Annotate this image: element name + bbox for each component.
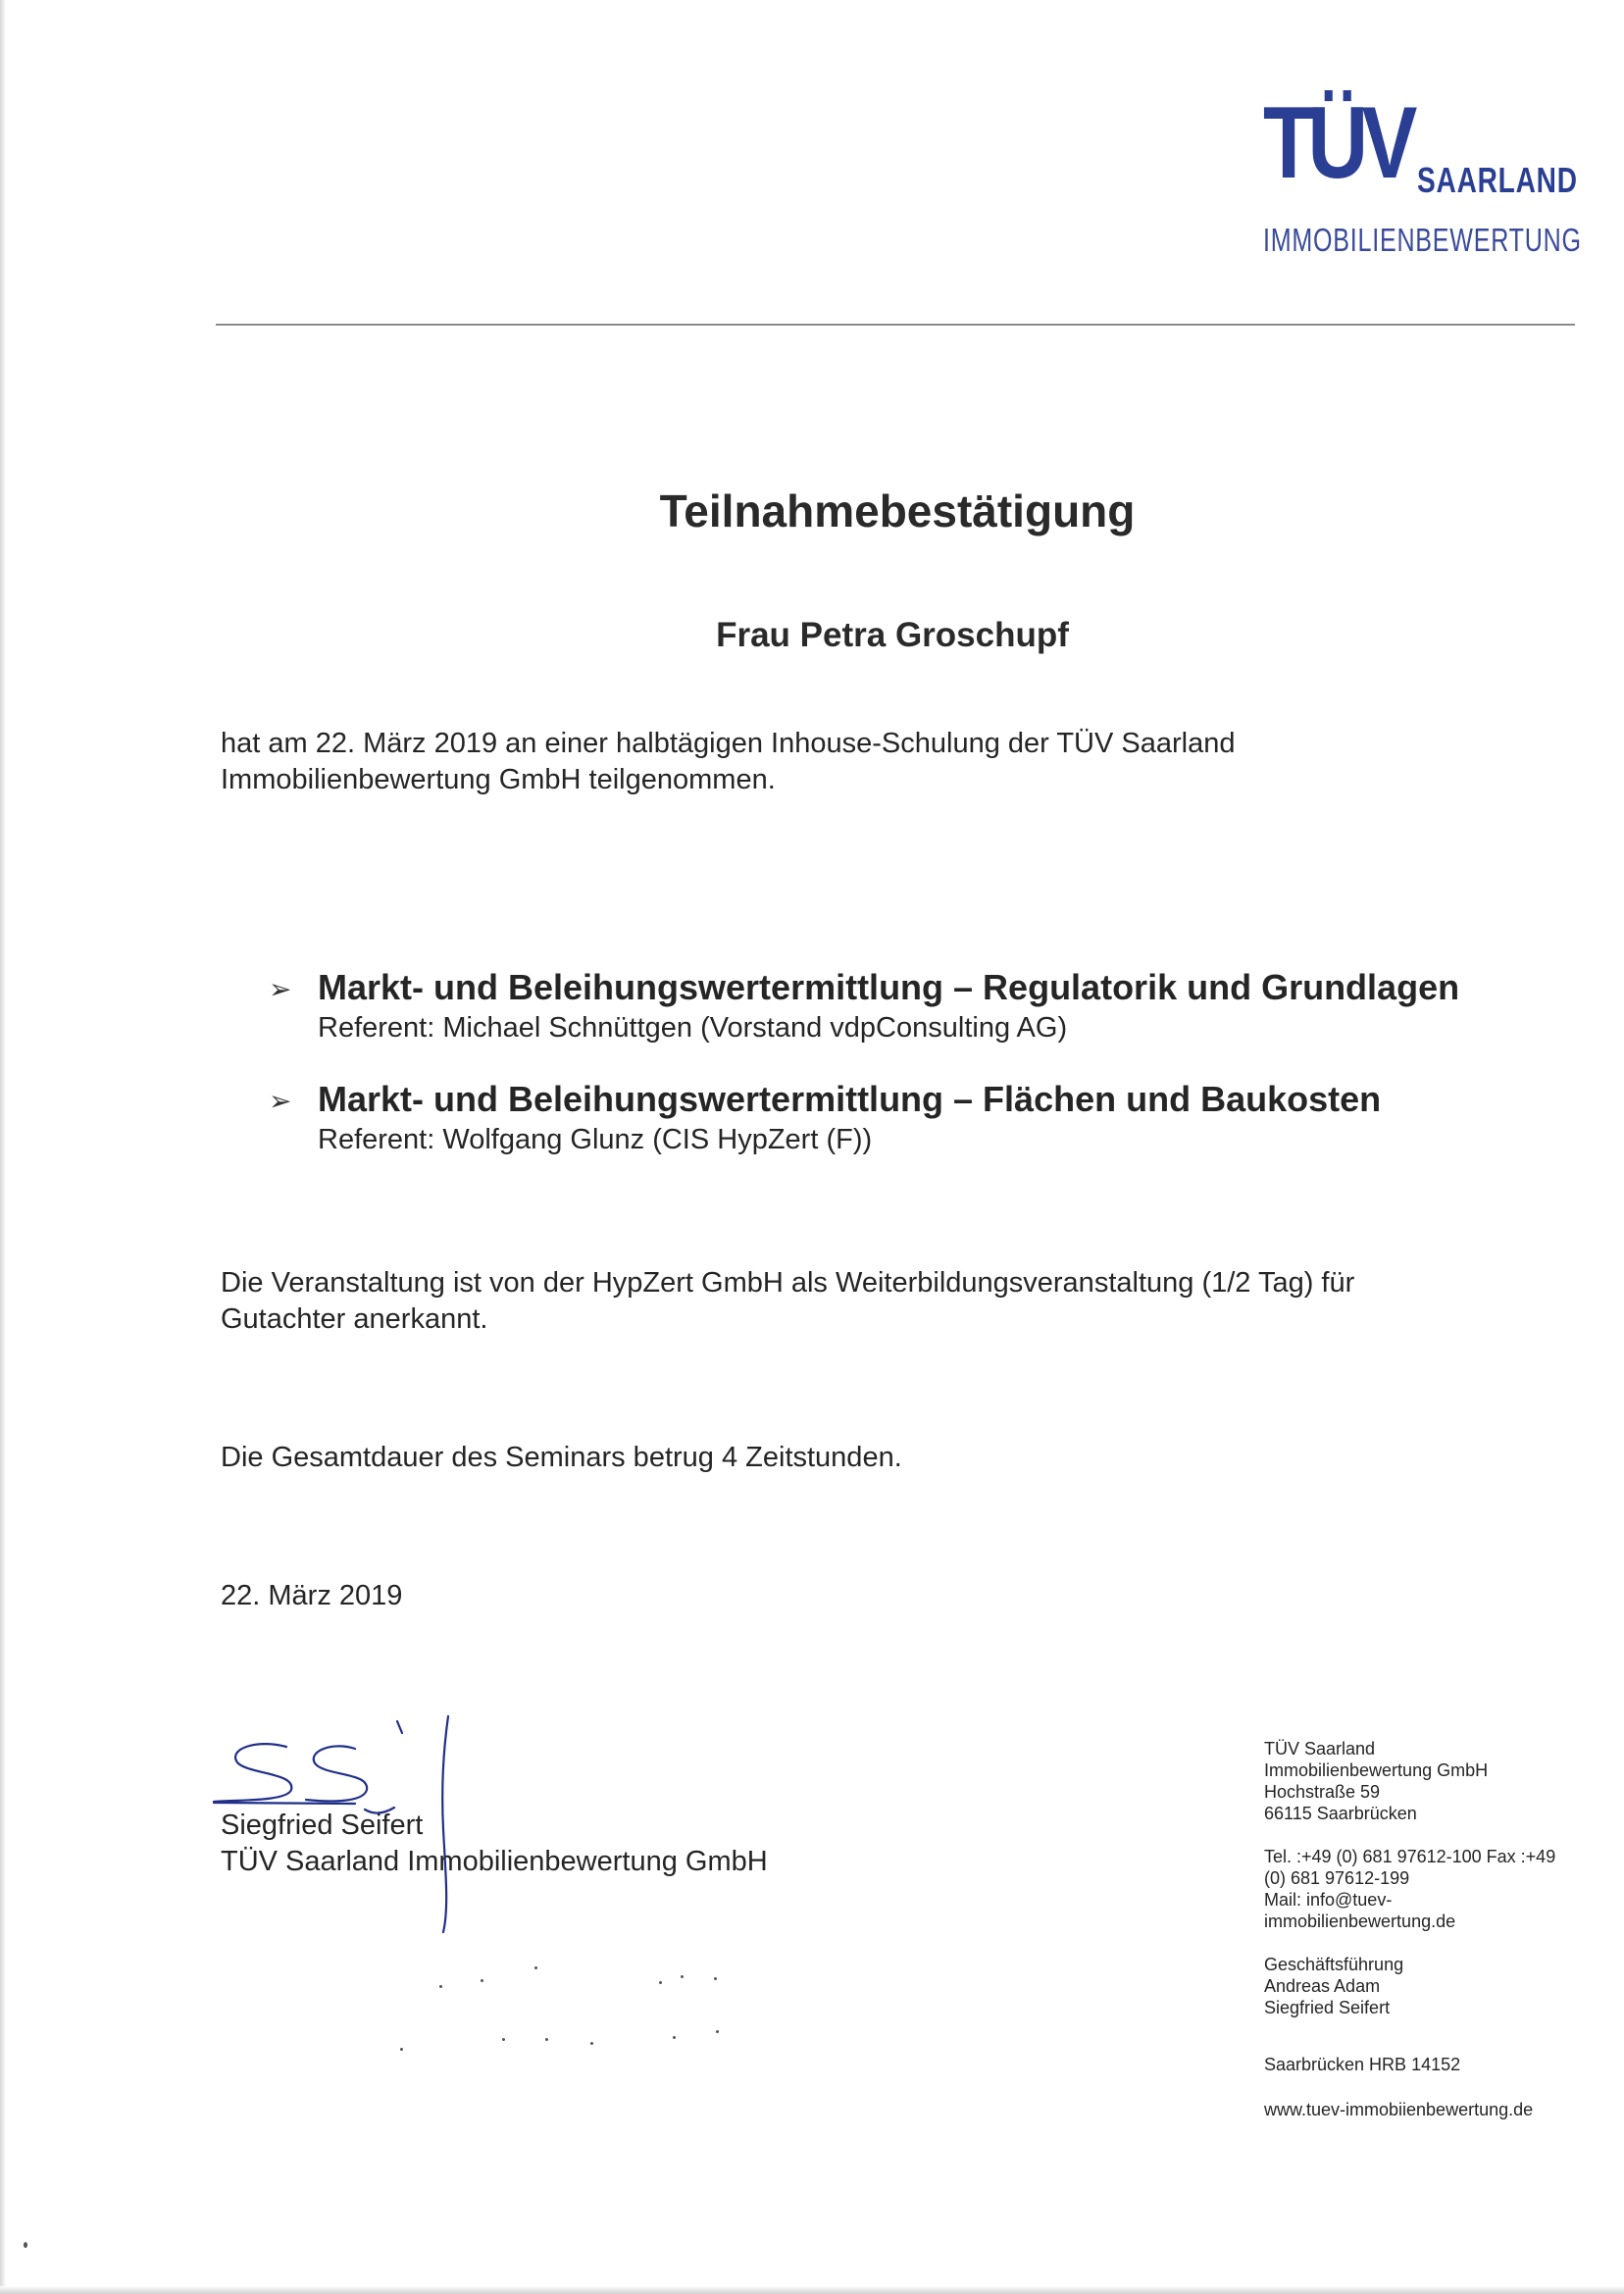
footer-register: Saarbrücken HRB 14152	[1264, 2055, 1461, 2074]
tuv-saarland-logo	[1255, 86, 1589, 265]
recognition-line: Gutachter anerkannt.	[221, 1303, 488, 1335]
logo-tuv-text: TÜV	[1263, 86, 1411, 200]
scan-speck	[400, 2048, 403, 2051]
footer-contact-line: Mail: info@tuev-	[1264, 1890, 1393, 1910]
scan-speck	[481, 1979, 483, 1982]
scan-speck	[716, 2030, 719, 2033]
arrow-bullet-icon: ➢	[269, 1086, 292, 1116]
footer-address-line: 66115 Saarbrücken	[1264, 1804, 1417, 1823]
recipient-name: Frau Petra Groschupf	[716, 616, 1069, 654]
scan-edge-bottom	[0, 2286, 1624, 2294]
footer-contact-line: immobilienbewertung.de	[1264, 1912, 1456, 1931]
footer-website: www.tuev-immobiienbewertung.de	[1264, 2100, 1534, 2119]
signer-block	[221, 1808, 768, 1880]
scan-speck	[439, 1985, 442, 1988]
topic-speaker: Referent: Michael Schnüttgen (Vorstand vdpConsulting AG)	[318, 1012, 1068, 1044]
topic-title: Markt- und Beleihungswertermittlung – Regulatorik und Grundlagen	[318, 967, 1460, 1007]
recognition-paragraph	[221, 1265, 1496, 1338]
scan-speck	[545, 2038, 548, 2041]
document-title: Teilnahmebestätigung	[659, 485, 1136, 536]
logo-saarland-text: SAARLAND	[1417, 160, 1578, 200]
scan-speck	[534, 1966, 537, 1969]
scan-speck	[590, 2042, 593, 2045]
footer-management-line: Andreas Adam	[1264, 1976, 1381, 1996]
issue-date: 22. März 2019	[221, 1580, 403, 1611]
company-footer	[1264, 1738, 1598, 2120]
scan-speck	[673, 2036, 676, 2039]
recognition-line: Die Veranstaltung ist von der HypZert GmbH als Weiterbildungsveranstaltung (1/2 Tag) für	[221, 1267, 1355, 1299]
scan-speck	[502, 2038, 505, 2041]
topic-title: Markt- und Beleihungswertermittlung – Flächen und Baukosten	[318, 1079, 1382, 1119]
footer-address-line: TÜV Saarland	[1264, 1739, 1376, 1759]
intro-line: Immobilienbewertung GmbH teilgenommen.	[221, 764, 776, 795]
logo-subtitle: IMMOBILIENBEWERTUNG	[1263, 222, 1582, 258]
signer-name: Siegfried Seifert	[221, 1810, 424, 1841]
signer-company: TÜV Saarland Immobilienbewertung GmbH	[221, 1846, 768, 1877]
scan-speck	[659, 1981, 662, 1984]
header-divider	[216, 324, 1575, 326]
footer-management-line: Siegfried Seifert	[1264, 1998, 1391, 2017]
footer-management-line: Geschäftsführung	[1264, 1955, 1404, 1974]
scan-edge-left	[0, 0, 6, 2294]
duration-paragraph: Die Gesamtdauer des Seminars betrug 4 Zeitstunden.	[221, 1442, 902, 1473]
intro-paragraph	[221, 726, 1397, 798]
arrow-bullet-icon: ➢	[269, 974, 292, 1004]
scan-speck	[24, 2242, 27, 2248]
scan-speck	[714, 1977, 717, 1980]
footer-contact-line: (0) 681 97612-199	[1264, 1868, 1410, 1888]
intro-line: hat am 22. März 2019 an einer halbtägigen Inhouse-Schulung der TÜV Saarland	[221, 728, 1236, 759]
footer-address-line: Immobilienbewertung GmbH	[1264, 1760, 1489, 1780]
footer-address-line: Hochstraße 59	[1264, 1782, 1381, 1802]
scan-speck	[681, 1975, 684, 1978]
footer-contact-line: Tel. :+49 (0) 681 97612-100 Fax :+49	[1264, 1847, 1556, 1866]
topic-speaker: Referent: Wolfgang Glunz (CIS HypZert (F))	[318, 1124, 873, 1155]
